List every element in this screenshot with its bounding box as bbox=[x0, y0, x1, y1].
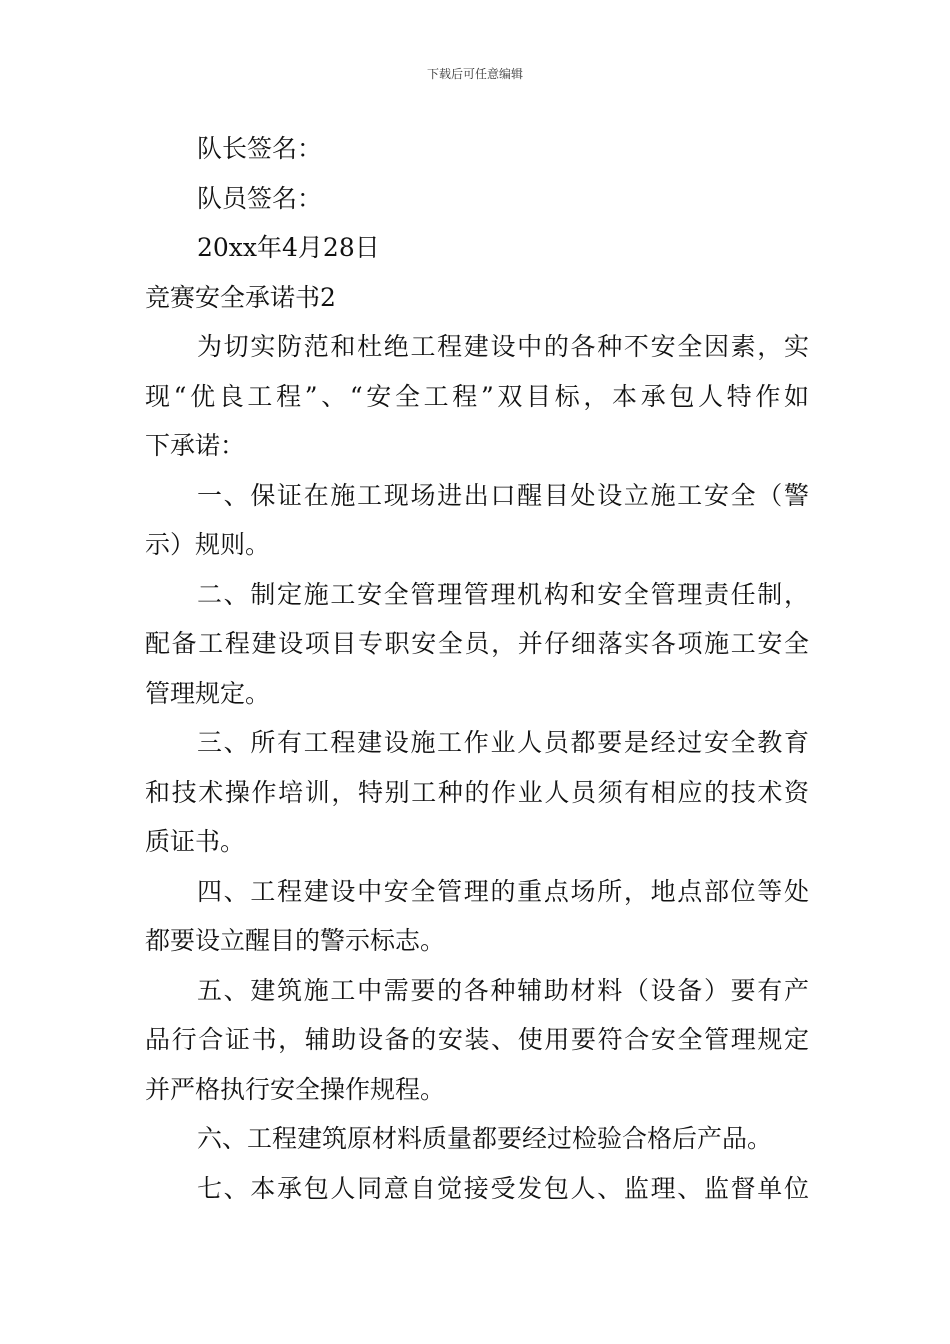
paragraph-line: 四、工程建设中安全管理的重点场所，地点部位等处 bbox=[197, 876, 809, 906]
paragraph-line: 并严格执行安全操作规程。 bbox=[145, 1074, 446, 1104]
paragraph-line: 配备工程建设项目专职安全员，并仔细落实各项施工安全 bbox=[145, 629, 809, 658]
document-title: 竞赛安全承诺书2 bbox=[145, 282, 336, 312]
members-signature-line: 队员签名： bbox=[197, 183, 323, 213]
paragraph-line: 二、制定施工安全管理管理机构和安全管理责任制， bbox=[197, 579, 809, 609]
paragraph-line: 都要设立醒目的警示标志。 bbox=[145, 926, 446, 955]
paragraph-line: 三、所有工程建设施工作业人员都要是经过安全教育 bbox=[197, 728, 809, 757]
paragraph-line: 管理规定。 bbox=[145, 678, 271, 708]
paragraph-line: 品行合证书，辅助设备的安装、使用要符合安全管理规定 bbox=[145, 1025, 809, 1054]
captain-signature-line: 队长签名： bbox=[197, 134, 323, 163]
date-line: 20xx年4月28日 bbox=[197, 233, 380, 262]
paragraph-line: 现“优良工程”、“安全工程”双目标，本承包人特作如 bbox=[145, 381, 809, 411]
paragraph-line: 五、建筑施工中需要的各种辅助材料（设备）要有产 bbox=[197, 975, 809, 1005]
paragraph-line: 下承诺： bbox=[145, 431, 246, 460]
paragraph-line: 质证书。 bbox=[145, 827, 246, 856]
header-note: 下载后可任意编辑 bbox=[426, 67, 523, 81]
paragraph-line: 七、本承包人同意自觉接受发包人、监理、监督单位 bbox=[197, 1173, 809, 1203]
document-body bbox=[145, 124, 809, 1213]
paragraph-line: 和技术操作培训，特别工种的作业人员须有相应的技术资 bbox=[145, 777, 809, 807]
paragraph-line: 一、保证在施工现场进出口醒目处设立施工安全（警 bbox=[197, 480, 809, 510]
paragraph-line: 六、工程建筑原材料质量都要经过检验合格后产品。 bbox=[197, 1124, 773, 1153]
paragraph-line: 示）规则。 bbox=[145, 530, 271, 559]
paragraph-line: 为切实防范和杜绝工程建设中的各种不安全因素，实 bbox=[197, 332, 809, 361]
